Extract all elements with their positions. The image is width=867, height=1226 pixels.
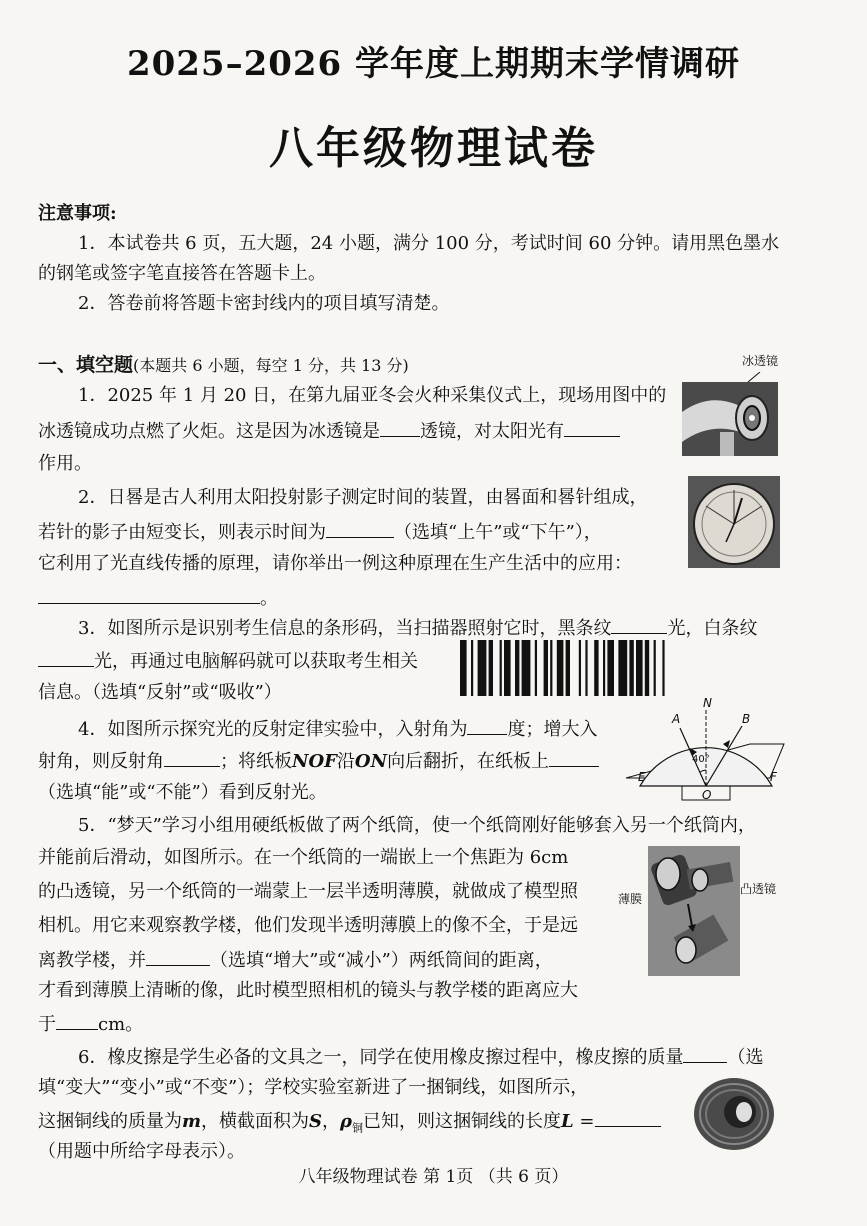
notice-item-1-cont: 的钢笔或签字笔直接答在答题卡上。: [38, 263, 326, 284]
barcode-bar: [500, 640, 502, 696]
q4-line-3: （选填“能”或“不能”）看到反射光。: [38, 782, 327, 803]
reflection-figure: [620, 696, 786, 804]
q4-text-on: ON: [354, 751, 388, 772]
convex-lens-label: 凸透镜: [740, 882, 777, 896]
barcode-bar: [618, 640, 627, 696]
sundial-figure: [688, 476, 780, 568]
q6-text-b: （选: [727, 1047, 764, 1068]
section-heading: [38, 353, 409, 378]
barcode-bar: [607, 640, 614, 696]
q6-line-1: [78, 1044, 763, 1070]
q6-line-2: 填“变大”“变小”或“不变”）；学校实验室新进了一捆铜线，如图所示，: [38, 1077, 589, 1098]
ice-lens-figure: [680, 354, 780, 458]
q3-blank-2[interactable]: [38, 648, 94, 667]
q6-var-rho: ρ: [340, 1111, 353, 1132]
q6-text-d: ，横截面积为: [201, 1111, 310, 1132]
q1-blank-2[interactable]: [564, 418, 620, 437]
notice-item-1: 1．本试卷共 6 页，五大题，24 小题，满分 100 分，考试时间 60 分钟。请用黑色墨水: [78, 233, 780, 254]
barcode-bar: [636, 640, 643, 696]
barcode-bar: [544, 640, 548, 696]
barcode-bar: [579, 640, 581, 696]
q4-line-1: [78, 716, 597, 742]
q3-line-2: [38, 648, 418, 674]
barcode-bar: [522, 640, 531, 696]
barcode-bar: [515, 640, 519, 696]
copper-coil-figure: [690, 1070, 780, 1154]
q6-text-a: 6．橡皮擦是学生必备的文具之一，同学在使用橡皮擦过程中，橡皮擦的质量: [78, 1047, 684, 1068]
q2-blank-1[interactable]: [326, 519, 394, 538]
section-note: (本题共 6 小题，每空 1 分，共 13 分): [133, 356, 409, 375]
q1-text-a: 冰透镜成功点燃了火炬。这是因为冰透镜是: [38, 421, 380, 442]
film-label: 薄膜: [618, 892, 643, 906]
q6-text-c: 这捆铜线的质量为: [38, 1111, 182, 1132]
fig-label-f: F: [770, 770, 777, 784]
notice-item-2: 2．答卷前将答题卡密封线内的项目填写清楚。: [78, 293, 450, 314]
barcode-bar: [471, 640, 473, 696]
q3-line-1: [78, 615, 757, 641]
q2-line-2: [38, 519, 602, 545]
q4-text-d: ；将纸板: [220, 751, 292, 772]
q5-line-4: 相机。用它来观察教学楼，他们发现半透明薄膜上的像不全，于是远: [38, 915, 578, 936]
q3-text-b: 光，白条纹: [667, 618, 758, 639]
q6-text-e: ，: [322, 1111, 341, 1132]
q6-line-4: （用题中所给字母表示）。: [38, 1141, 245, 1162]
ice-lens-label: 冰透镜: [742, 354, 779, 368]
barcode-bar: [594, 640, 598, 696]
fig-label-e: E: [638, 770, 646, 784]
q4-text-nof: NOF: [292, 751, 337, 772]
q5-text-a: 离教学楼，并: [38, 950, 146, 971]
q1-line-1: 1．2025 年 1 月 20 日，在第九届亚冬会火种采集仪式上，现场用图中的: [78, 385, 667, 406]
notice-heading: 注意事项:: [38, 203, 117, 224]
q6-blank-2[interactable]: [595, 1108, 661, 1127]
q3-blank-1[interactable]: [611, 615, 667, 634]
q6-text-g: =: [573, 1111, 595, 1132]
barcode-bar: [489, 640, 493, 696]
q5-line-1: 5．“梦天”学习小组用硬纸板做了两个纸筒，使一个纸筒刚好能够套入另一个纸筒内，: [78, 815, 756, 836]
q6-text-f: 已知，则这捆铜线的长度: [363, 1111, 562, 1132]
fig-label-angle: 40°: [692, 754, 710, 765]
q4-text-a: 4．如图所示探究光的反射定律实验中，入射角为: [78, 719, 468, 740]
q4-blank-1[interactable]: [467, 716, 507, 735]
barcode-bar: [460, 640, 467, 696]
q2-blank-2[interactable]: [38, 585, 260, 604]
q5-blank-1[interactable]: [146, 947, 210, 966]
q5-line-5: [38, 947, 553, 973]
q5-line-6: 才看到薄膜上清晰的像，此时模型照相机的镜头与教学楼的距离应大: [38, 980, 578, 1001]
q1-line-3: 作用。: [38, 453, 92, 474]
q4-line-2: [38, 748, 599, 774]
paper-camera-figure: [618, 846, 777, 976]
q2-text-end: 。: [260, 588, 278, 609]
q6-var-s: S: [309, 1111, 323, 1132]
barcode-bar: [566, 640, 570, 696]
fig-label-b: B: [742, 712, 751, 726]
q2-line-3: 它利用了光直线传播的原理，请你举出一例这种原理在生产生活中的应用：: [38, 553, 632, 574]
q5-line-3: 的凸透镜，另一个纸筒的一端蒙上一层半透明薄膜，就做成了模型照: [38, 881, 578, 902]
q1-line-2: [38, 418, 620, 444]
barcode-bar: [645, 640, 649, 696]
q6-line-3: [38, 1108, 661, 1141]
q5-text-c: 于: [38, 1014, 56, 1035]
q6-blank-1[interactable]: [683, 1044, 727, 1063]
exam-subtitle: 八年级物理试卷: [269, 123, 598, 174]
q2-line-1: 2．日晷是古人利用太阳投射影子测定时间的装置，由晷面和晷针组成，: [78, 487, 648, 508]
section-title: 一、填空题: [38, 354, 134, 376]
q4-blank-2[interactable]: [164, 748, 220, 767]
q4-text-b: 度；增大入: [507, 719, 598, 740]
q4-blank-3[interactable]: [549, 748, 599, 767]
q5-line-7: [38, 1011, 143, 1037]
q3-text-c: 光，再通过电脑解码就可以获取考生相关: [94, 651, 418, 672]
barcode-bar: [585, 640, 587, 696]
q5-text-d: cm。: [98, 1014, 144, 1035]
q1-text-b: 透镜，对太阳光有: [420, 421, 564, 442]
barcode-bar: [654, 640, 656, 696]
q2-text-b: （选填“上午”或“下午”），: [394, 522, 602, 543]
fig-label-a: A: [672, 712, 681, 726]
exam-header-title: 2025–2026 学年度上期期末学情调研: [126, 44, 741, 84]
q4-text-e: 沿: [336, 751, 355, 772]
barcode-bar: [504, 640, 511, 696]
q4-text-f: 向后翻折，在纸板上: [387, 751, 550, 772]
q5-line-2: 并能前后滑动，如图所示。在一个纸筒的一端嵌上一个焦距为 6cm: [38, 847, 569, 868]
fig-label-o: O: [702, 788, 712, 802]
q1-blank-1[interactable]: [380, 418, 420, 437]
q6-rho-sub: 铜: [352, 1121, 364, 1135]
q5-text-b: （选填“增大”或“减小”）两纸筒间的距离，: [210, 950, 553, 971]
barcode-figure: [460, 640, 782, 696]
q2-text-a: 若针的影子由短变长，则表示时间为: [38, 522, 326, 543]
page-footer: 八年级物理试卷 第 1页 （共 6 页）: [298, 1167, 569, 1187]
q3-line-3: 信息。（选填“反射”或“吸收”）: [38, 682, 282, 703]
barcode-bar: [478, 640, 487, 696]
barcode-bar: [557, 640, 564, 696]
barcode-bar: [535, 640, 537, 696]
barcode-bar: [629, 640, 633, 696]
barcode-bar: [603, 640, 605, 696]
barcode-bar: [662, 640, 664, 696]
q5-blank-2[interactable]: [56, 1011, 98, 1030]
barcode-bar: [550, 640, 552, 696]
q6-var-m: m: [182, 1111, 202, 1132]
q2-line-4: [38, 585, 278, 611]
fig-label-n: N: [703, 696, 712, 710]
q6-var-l: L: [561, 1111, 574, 1132]
q3-text-a: 3．如图所示是识别考生信息的条形码，当扫描器照射它时，黑条纹: [78, 618, 612, 639]
q4-text-c: 射角，则反射角: [38, 751, 164, 772]
